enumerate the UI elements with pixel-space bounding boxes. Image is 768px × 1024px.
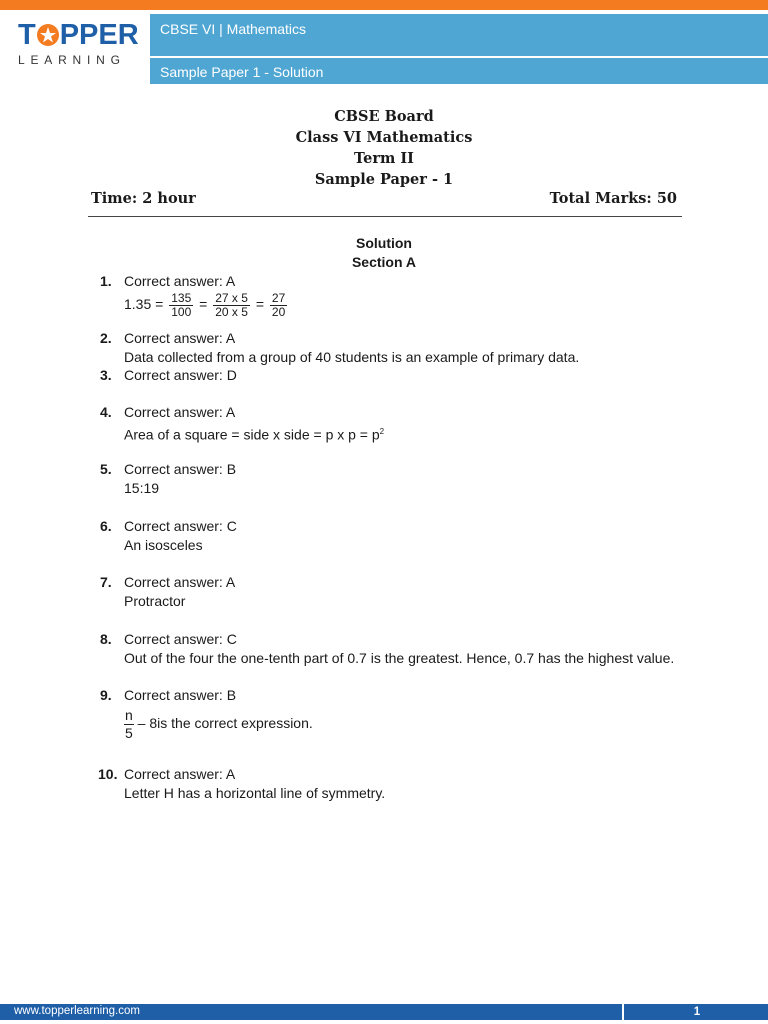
title-term: Term II <box>354 150 414 167</box>
question-answer: Correct answer: A <box>124 766 236 782</box>
logo-letter: T <box>18 19 36 51</box>
question-number: 10. <box>98 766 118 782</box>
question-answer: Correct answer: A <box>124 330 236 346</box>
footer-url-link[interactable]: www.topperlearning.com <box>14 1005 140 1017</box>
equals-sign: = <box>199 296 208 313</box>
question-explanation <box>124 422 384 445</box>
exam-meta <box>91 190 677 212</box>
fraction-denominator: 100 <box>171 305 192 319</box>
title-board: CBSE Board <box>334 108 434 125</box>
explanation-text: Area of a square = side x side = p x p = p <box>124 426 380 443</box>
fraction-denominator: 20 x 5 <box>215 305 248 319</box>
question-number: 9. <box>100 687 112 703</box>
explanation-text: – 8is the correct expression. <box>133 715 313 732</box>
solution-heading: Solution <box>356 235 412 251</box>
header-course-banner <box>150 14 768 56</box>
superscript: 2 <box>379 427 385 436</box>
question-explanation: 15:19 <box>124 480 160 496</box>
fraction-numerator: 27 x 5 <box>215 291 248 305</box>
divider <box>88 216 682 217</box>
fraction-denominator: 20 <box>271 305 286 319</box>
logo-top-text <box>18 19 139 51</box>
section-heading-block <box>0 234 768 272</box>
question-answer: Correct answer: A <box>124 404 236 420</box>
title-class: Class VI Mathematics <box>295 129 473 146</box>
question-number: 3. <box>100 367 112 383</box>
star-icon <box>36 20 60 48</box>
top-accent-bar <box>0 0 768 10</box>
fraction-denominator: 5 <box>125 725 133 741</box>
question-number: 4. <box>100 404 112 420</box>
question-answer: Correct answer: C <box>124 631 237 647</box>
question-answer: Correct answer: D <box>124 367 237 383</box>
question-explanation: Out of the four the one-tenth part of 0.7 is the greatest. Hence, 0.7 has the highest value. <box>124 650 675 666</box>
fraction-numerator: n <box>125 707 133 723</box>
document-title-block <box>0 106 768 190</box>
brand-logo <box>18 20 138 68</box>
equals-sign: = <box>255 296 264 313</box>
fraction <box>169 292 193 319</box>
question-explanation <box>124 707 313 742</box>
page-footer <box>0 1004 768 1020</box>
fraction <box>270 292 287 319</box>
question-number: 1. <box>100 273 112 289</box>
paper-title: Sample Paper 1 - Solution <box>160 64 324 80</box>
question-explanation: Letter H has a horizontal line of symmetry. <box>124 785 386 801</box>
question-answer: Correct answer: C <box>124 518 237 534</box>
equation-lhs: 1.35 = <box>124 296 164 313</box>
question-answer: Correct answer: B <box>124 687 237 703</box>
question-explanation: Data collected from a group of 40 students is an example of primary data. <box>124 349 580 365</box>
header-paper-banner <box>150 58 768 84</box>
fraction-numerator: 135 <box>171 291 192 305</box>
question-number: 6. <box>100 518 112 534</box>
logo-subtitle: LEARNING <box>18 53 126 67</box>
section-heading: Section A <box>351 254 417 270</box>
question-number: 5. <box>100 461 112 477</box>
fraction-numerator: 27 <box>271 291 286 305</box>
exam-marks: Total Marks: 50 <box>549 190 677 207</box>
question-explanation <box>124 292 289 319</box>
question-answer: Correct answer: B <box>124 461 237 477</box>
question-number: 7. <box>100 574 112 590</box>
course-title: CBSE VI | Mathematics <box>160 21 307 37</box>
question-explanation: Protractor <box>124 593 186 609</box>
exam-time: Time: 2 hour <box>91 190 196 207</box>
question-number: 8. <box>100 631 112 647</box>
title-paper: Sample Paper - 1 <box>314 171 454 188</box>
question-number: 2. <box>100 330 112 346</box>
question-answer: Correct answer: A <box>124 273 236 289</box>
logo-letters: PPER <box>59 19 139 51</box>
fraction <box>124 707 134 742</box>
page-number: 1 <box>622 1004 768 1020</box>
fraction <box>213 292 250 319</box>
question-explanation: An isosceles <box>124 537 203 553</box>
logo-wordmark <box>18 20 138 50</box>
question-answer: Correct answer: A <box>124 574 236 590</box>
